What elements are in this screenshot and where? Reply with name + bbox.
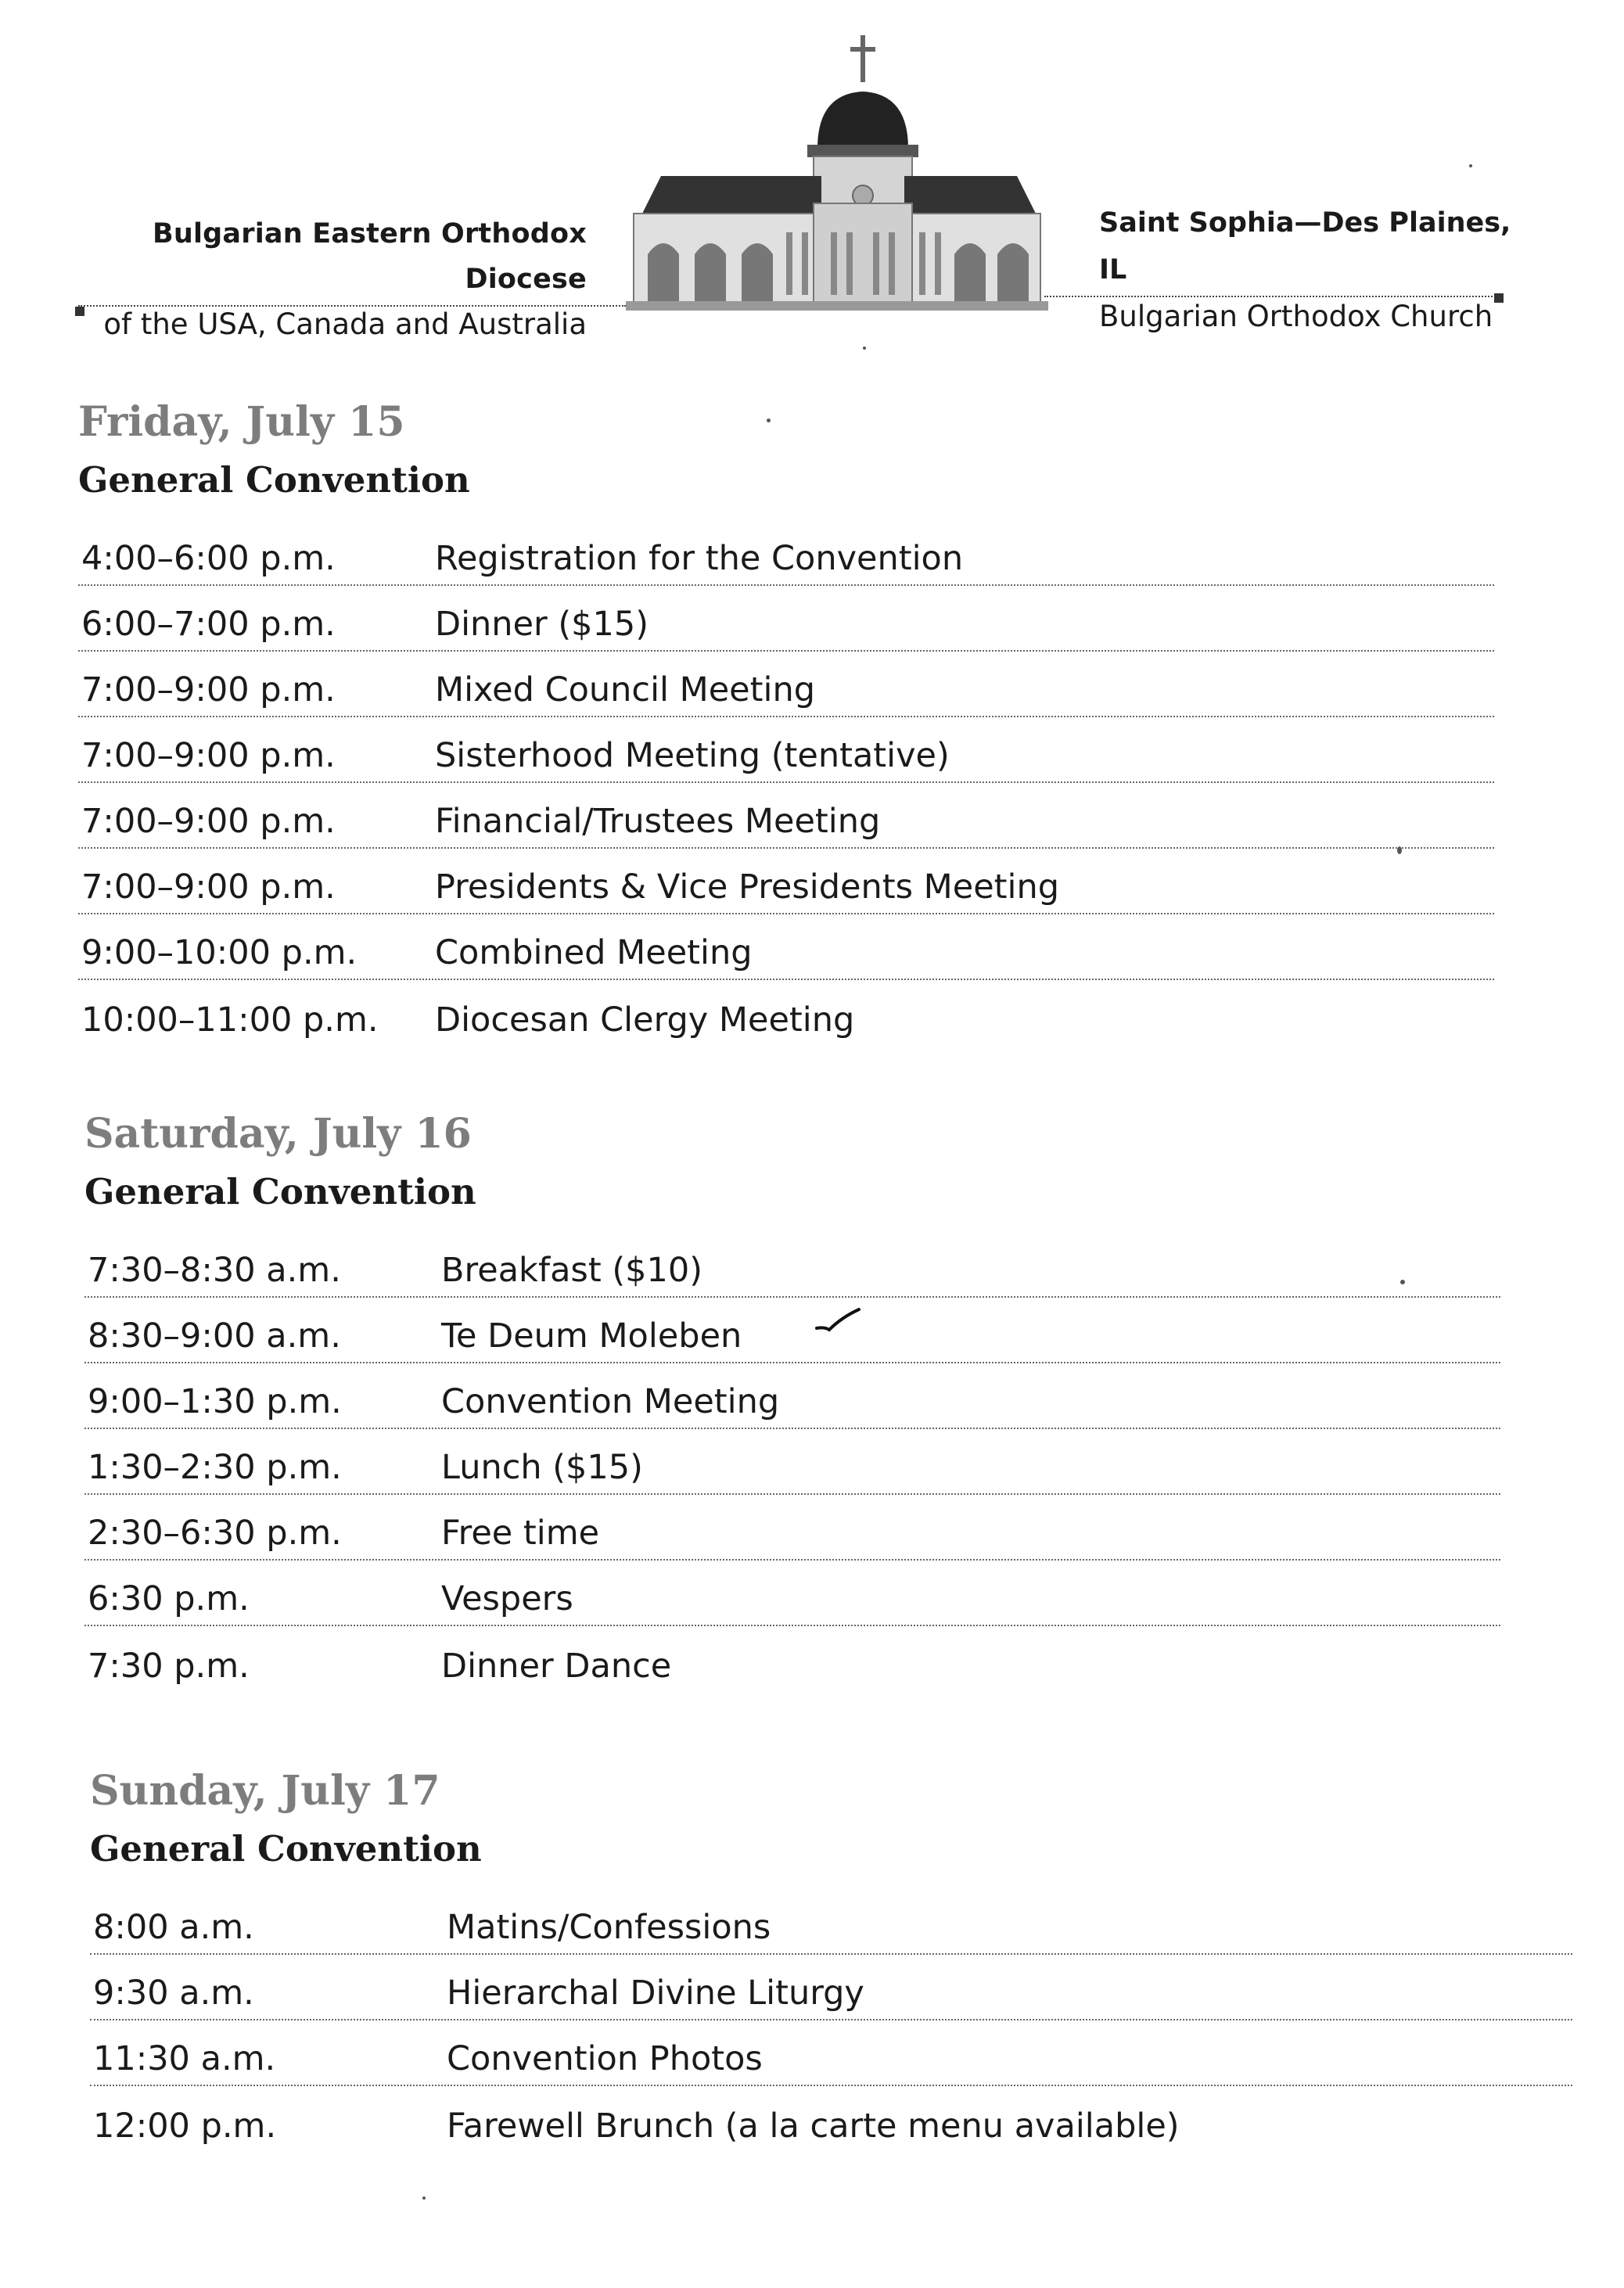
schedule-saturday: [84, 1105, 1500, 1692]
day-heading: Friday, July 15: [78, 398, 405, 446]
section-title: General Convention: [90, 1828, 482, 1870]
section-title: General Convention: [78, 459, 470, 501]
event-time: 9:30 a.m.: [93, 1974, 254, 2013]
scan-speck: [767, 418, 771, 422]
event-name: Financial/Trustees Meeting: [435, 802, 881, 841]
event-name: Farewell Brunch (a la carte menu available): [447, 2107, 1180, 2146]
event-time: 2:30–6:30 p.m.: [88, 1514, 342, 1553]
event-time: 7:00–9:00 p.m.: [81, 670, 336, 709]
event-time: 7:30 p.m.: [88, 1647, 250, 1686]
header-rule-right: [1044, 296, 1502, 297]
event-row: [78, 849, 1494, 914]
event-row: [78, 520, 1494, 586]
scan-speck: [1400, 1280, 1405, 1284]
event-row: [90, 1889, 1572, 1955]
event-name: Breakfast ($10): [441, 1251, 702, 1290]
event-row: [78, 652, 1494, 717]
event-name: Combined Meeting: [435, 933, 753, 972]
event-row: [78, 783, 1494, 849]
event-name: Convention Photos: [447, 2039, 763, 2078]
event-row: [78, 914, 1494, 980]
event-row: [84, 1232, 1500, 1298]
event-time: 10:00–11:00 p.m.: [81, 1000, 379, 1040]
event-time: 7:00–9:00 p.m.: [81, 867, 336, 907]
event-row: [84, 1561, 1500, 1626]
event-row: [84, 1429, 1500, 1495]
header-rule-right-end: [1494, 293, 1504, 303]
diocese-name: [63, 211, 587, 347]
event-row: [84, 1298, 1500, 1363]
event-time: 7:30–8:30 a.m.: [88, 1251, 341, 1290]
event-name: Diocesan Clergy Meeting: [435, 1000, 855, 1040]
event-time: 4:00–6:00 p.m.: [81, 539, 336, 578]
event-time: 11:30 a.m.: [93, 2039, 276, 2078]
event-name: Lunch ($15): [441, 1448, 643, 1487]
scan-speck: [1397, 846, 1402, 854]
event-name: Dinner Dance: [441, 1647, 672, 1686]
event-name: Vespers: [441, 1579, 573, 1618]
event-time: 9:00–1:30 p.m.: [88, 1382, 342, 1421]
header-rule-left-end: [75, 307, 84, 316]
event-row: [84, 1626, 1500, 1692]
church-name-line1: Saint Sophia—Des Plaines, IL: [1099, 207, 1511, 286]
schedule-sunday: [90, 1762, 1572, 2152]
event-name: Sisterhood Meeting (tentative): [435, 736, 950, 775]
scan-speck: [1469, 164, 1472, 167]
event-row: [84, 1495, 1500, 1561]
scan-speck: [863, 347, 866, 350]
header-rule-left: [78, 305, 626, 307]
event-time: 8:00 a.m.: [93, 1908, 254, 1947]
event-name: Convention Meeting: [441, 1382, 780, 1421]
event-row: [78, 717, 1494, 783]
event-row: [90, 2086, 1572, 2152]
section-title: General Convention: [84, 1171, 476, 1212]
church-name-line2: Bulgarian Orthodox Church: [1099, 300, 1493, 333]
event-name: Matins/Confessions: [447, 1908, 771, 1947]
event-time: 6:00–7:00 p.m.: [81, 605, 336, 644]
event-time: 7:00–9:00 p.m.: [81, 736, 336, 775]
event-list: [84, 1232, 1500, 1692]
event-time: 6:30 p.m.: [88, 1579, 250, 1618]
event-name: Hierarchal Divine Liturgy: [447, 1974, 864, 2013]
diocese-name-line2: of the USA, Canada and Australia: [103, 307, 587, 341]
event-time: 12:00 p.m.: [93, 2107, 277, 2146]
schedule-friday: [78, 393, 1494, 1046]
event-row: [90, 1955, 1572, 2020]
day-heading: Saturday, July 16: [84, 1110, 472, 1158]
event-time: 9:00–10:00 p.m.: [81, 933, 357, 972]
diocese-name-line1: Bulgarian Eastern Orthodox Diocese: [152, 218, 587, 295]
event-name: Free time: [441, 1514, 600, 1553]
event-time: 7:00–9:00 p.m.: [81, 802, 336, 841]
church-name: [1099, 199, 1537, 340]
event-time: 8:30–9:00 a.m.: [88, 1316, 341, 1356]
scan-speck: [422, 2196, 426, 2200]
event-name: Mixed Council Meeting: [435, 670, 815, 709]
event-name: Registration for the Convention: [435, 539, 964, 578]
event-name: Te Deum Moleben: [441, 1316, 742, 1356]
event-name: Dinner ($15): [435, 605, 649, 644]
handwritten-checkmark: [814, 1306, 862, 1334]
event-name: Presidents & Vice Presidents Meeting: [435, 867, 1060, 907]
event-time: 1:30–2:30 p.m.: [88, 1448, 342, 1487]
church-illustration: [626, 27, 1048, 317]
event-row: [90, 2020, 1572, 2086]
event-row: [78, 980, 1494, 1046]
event-row: [78, 586, 1494, 652]
event-list: [78, 520, 1494, 1046]
event-list: [90, 1889, 1572, 2152]
event-row: [84, 1363, 1500, 1429]
day-heading: Sunday, July 17: [90, 1767, 440, 1815]
